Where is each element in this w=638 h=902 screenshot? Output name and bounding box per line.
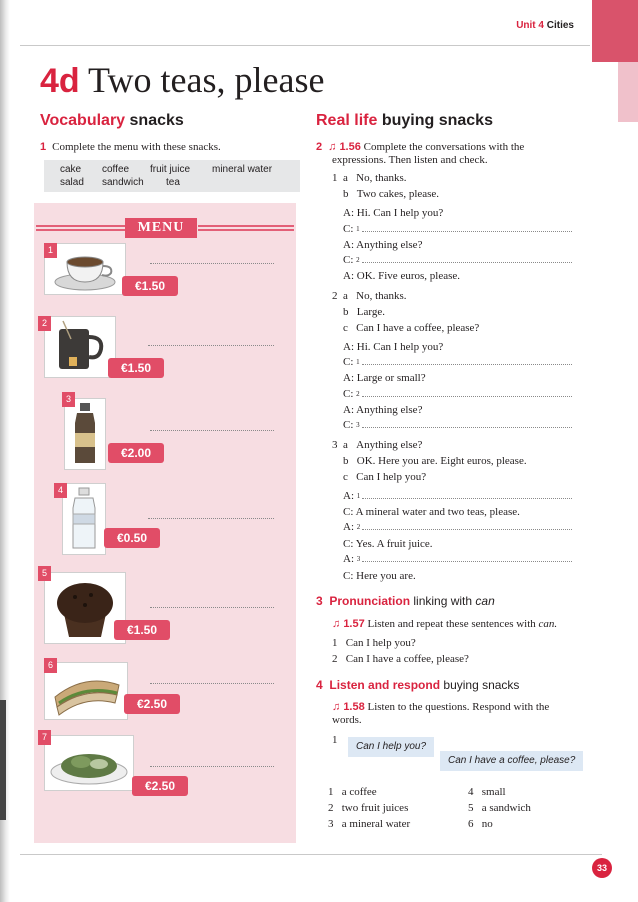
respond-item: 6 no (468, 818, 493, 830)
pronunciation-sentence: 1 Can I help you? (332, 637, 416, 649)
exercise-2-text-2: expressions. Then listen and check. (332, 154, 488, 166)
answer-line[interactable] (150, 430, 274, 431)
unit-label (516, 20, 574, 31)
conversation-option: b Large. (343, 306, 385, 318)
dialogue-line: A: OK. Five euros, please. (343, 270, 461, 282)
exercise-1-text: Complete the menu with these snacks. (52, 141, 221, 153)
unit-number: Unit 4 (516, 20, 544, 31)
dialogue-blank[interactable]: C: $^1$ (343, 355, 572, 369)
exercise-2-instruction (316, 140, 524, 154)
word-item: fruit juice (150, 164, 191, 175)
listen-respond-heading (316, 678, 519, 692)
menu-item-price: €1.50 (122, 276, 178, 296)
respond-item: 1 a coffee (328, 786, 377, 798)
speech-bubble-answer: Can I have a coffee, please? (440, 751, 583, 771)
audio-track-number: 1.57 (343, 618, 365, 630)
real-life-heading-red: Real life (316, 112, 378, 129)
menu-item-price: €1.50 (108, 358, 164, 378)
menu-item-3-picture (64, 398, 106, 470)
page-title (40, 58, 324, 103)
unit-topic: Cities (546, 20, 574, 31)
respond-item: 4 small (468, 786, 506, 798)
menu-item-price: €2.50 (124, 694, 180, 714)
word-item: mineral water (212, 164, 273, 175)
dialogue-line: C: Yes. A fruit juice. (343, 538, 433, 550)
pronunciation-heading (316, 594, 495, 608)
exercise-4-instruction-2: words. (332, 714, 362, 726)
vocabulary-heading-topic: snacks (129, 112, 184, 129)
menu-item-7-picture (44, 735, 134, 791)
dialogue-line: A: Hi. Can I help you? (343, 207, 444, 219)
dialogue-blank[interactable]: A: $^2$ (343, 520, 572, 534)
dialogue-line: C: A mineral water and two teas, please. (343, 506, 520, 518)
exercise-3-number: 3 (316, 594, 323, 608)
speech-bubble-question: Can I help you? (348, 737, 434, 757)
exercise-2-text-1: Complete the conversations with the (363, 141, 525, 153)
menu-title-rule-left (36, 225, 126, 231)
real-life-heading (316, 112, 493, 130)
dialogue-blank[interactable]: C: $^2$ (343, 253, 572, 267)
dialogue-blank[interactable]: A: $^3$ (343, 552, 572, 566)
exercise-4-instruction: ♫ 1.58 Listen to the questions. Respond with the (332, 701, 550, 713)
listen-respond-heading-red: Listen and respond (329, 678, 441, 692)
menu-item-number: 7 (38, 730, 51, 745)
answer-line[interactable] (150, 263, 274, 264)
audio-icon[interactable]: ♫ (332, 618, 344, 630)
answer-line[interactable] (150, 766, 274, 767)
word-item: cake (60, 164, 82, 175)
vocabulary-heading-red: Vocabulary (40, 112, 126, 129)
dialogue-line: A: Hi. Can I help you? (343, 341, 444, 353)
audio-track-number: 1.58 (343, 701, 365, 713)
menu-item-number: 5 (38, 566, 51, 581)
menu-item-4-picture (62, 483, 106, 555)
muffin-icon (45, 573, 125, 643)
menu-item-number: 1 (44, 243, 57, 258)
dialogue-line: A: Large or small? (343, 372, 426, 384)
pronunciation-sentence: 2 Can I have a coffee, please? (332, 653, 469, 665)
word-item: tea (166, 177, 180, 188)
menu-item-2-picture (44, 316, 116, 378)
dialogue-line: A: Anything else? (343, 239, 423, 251)
menu-item-number: 3 (62, 392, 75, 407)
audio-icon[interactable]: ♫ (328, 141, 340, 153)
conversation-option: c Can I have a coffee, please? (343, 322, 480, 334)
conversation-option: 1 a No, thanks. (332, 172, 407, 184)
conversation-option: b Two cakes, please. (343, 188, 440, 200)
pronunciation-heading-italic: can (475, 594, 495, 608)
menu-item-price: €2.00 (108, 443, 164, 463)
coffee-cup-icon (45, 244, 125, 294)
word-box (44, 160, 300, 192)
vocabulary-heading (40, 112, 184, 130)
answer-line[interactable] (150, 607, 274, 608)
menu-item-price: €1.50 (114, 620, 170, 640)
word-item: salad (60, 177, 84, 188)
left-edge-tab (0, 700, 6, 820)
example-number: 1 (332, 734, 338, 746)
exercise-2-number: 2 (316, 141, 323, 153)
dialogue-blank[interactable]: A: $^1$ (343, 489, 572, 503)
real-life-heading-topic: buying snacks (381, 112, 493, 129)
exercise-1-instruction (40, 140, 221, 154)
dialogue-line: C: Here you are. (343, 570, 416, 582)
conversation-option: 3 a Anything else? (332, 439, 423, 451)
pronunciation-heading-topic: linking with (413, 594, 473, 608)
lesson-title: Two teas, please (88, 60, 325, 100)
sandwich-icon (45, 663, 127, 719)
respond-item: 2 two fruit juices (328, 802, 409, 814)
answer-line[interactable] (150, 683, 274, 684)
answer-line[interactable] (148, 518, 274, 519)
page-number: 33 (592, 858, 612, 878)
menu-item-price: €0.50 (104, 528, 160, 548)
lesson-number: 4d (40, 62, 80, 100)
footer-rule (20, 854, 602, 855)
word-item: coffee (102, 164, 130, 175)
menu-item-price: €2.50 (132, 776, 188, 796)
water-bottle-icon (63, 484, 105, 554)
conversation-option: 2 a No, thanks. (332, 290, 407, 302)
header-rule (20, 45, 590, 46)
audio-track-number: 1.56 (339, 141, 361, 153)
conversation-option: b OK. Here you are. Eight euros, please. (343, 455, 527, 467)
exercise-1-number: 1 (40, 141, 47, 153)
menu-title-rule-right (198, 225, 294, 231)
dialogue-blank[interactable]: C: $^1$ (343, 222, 572, 236)
exercise-4-number: 4 (316, 678, 323, 692)
dialogue-blank[interactable]: C: $^3$ (343, 418, 572, 432)
menu-item-number: 2 (38, 316, 51, 331)
menu-item-number: 6 (44, 658, 57, 673)
conversation-option: c Can I help you? (343, 471, 427, 483)
header-color-tab-light (618, 62, 638, 122)
audio-icon[interactable]: ♫ (332, 701, 344, 713)
header-color-tab (592, 0, 638, 62)
listen-respond-heading-topic: buying snacks (443, 678, 520, 692)
dialogue-blank[interactable]: C: $^2$ (343, 387, 572, 401)
exercise-3-instruction: ♫ 1.57 Listen and repeat these sentences with can. (332, 618, 558, 630)
tea-mug-icon (45, 317, 115, 377)
respond-item: 5 a sandwich (468, 802, 531, 814)
menu-item-number: 4 (54, 483, 67, 498)
pronunciation-heading-red: Pronunciation (329, 594, 411, 608)
word-item: sandwich (102, 177, 144, 188)
respond-item: 3 a mineral water (328, 818, 411, 830)
menu-title: MENU (125, 218, 197, 238)
dialogue-line: A: Anything else? (343, 404, 423, 416)
juice-bottle-icon (65, 399, 105, 469)
salad-icon (45, 736, 133, 790)
answer-line[interactable] (148, 345, 274, 346)
